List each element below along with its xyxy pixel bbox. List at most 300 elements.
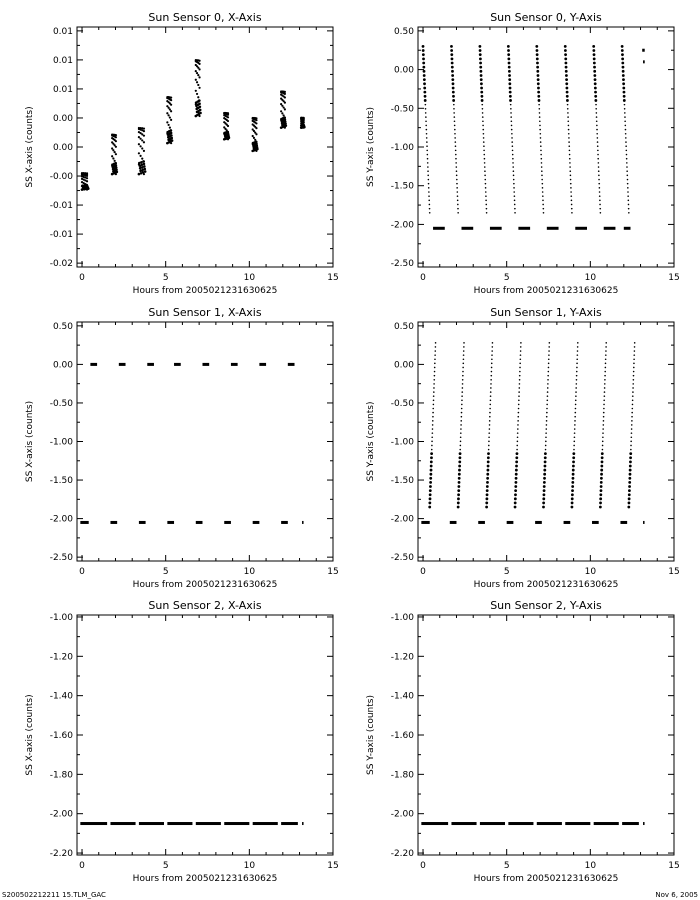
data-point [227,116,229,118]
data-point [596,129,598,131]
data-point [540,137,542,139]
data-point [568,125,570,127]
data-point [572,469,575,472]
data-point [143,163,146,166]
y-tick-label: -0.50 [49,398,73,409]
data-point [195,90,197,92]
data-point [514,502,517,505]
data-point [541,162,543,164]
data-point [429,473,432,476]
data-point [599,195,601,197]
data-segment [80,521,88,524]
data-point [430,469,433,472]
data-segment [592,521,599,524]
data-segment [80,822,107,825]
y-tick-label: -0.01 [49,201,73,212]
data-point [461,391,463,393]
data-point [515,469,518,472]
data-point [573,445,575,447]
data-point [486,485,489,488]
data-point [427,170,429,172]
data-point [484,179,486,181]
y-axis-label: SS X-axis (counts) [25,694,35,776]
data-point [539,120,541,122]
y-axis-label: SS Y-axis (counts) [366,695,376,775]
data-point [571,506,574,509]
data-point [434,375,436,377]
data-point [603,408,605,410]
data-point [423,74,426,77]
data-point [543,485,546,488]
data-series [421,822,644,825]
data-point [484,166,486,168]
data-point [114,160,116,162]
data-point [425,120,427,122]
data-point [513,183,515,185]
data-point [602,441,604,443]
data-point [433,391,435,393]
data-segment [604,227,616,230]
data-point [565,74,568,77]
data-point [514,208,516,210]
data-point [574,424,576,426]
data-point [630,445,632,447]
data-point [508,82,511,85]
data-point [426,133,428,135]
data-point [455,145,457,147]
y-tick-label: -2.00 [390,809,414,820]
data-point [486,477,489,480]
data-point [546,420,548,422]
data-series [81,59,306,191]
data-point [484,175,486,177]
chart-title: Sun Sensor 1, Y-Axis [490,306,602,319]
data-segment [575,227,587,230]
y-tick-label: -0.00 [49,172,73,183]
data-point [549,342,551,344]
data-point [462,387,464,389]
data-point [594,99,597,102]
data-point [628,489,631,492]
data-point [480,87,483,90]
chart-panel-5 [366,599,680,884]
data-point [604,383,606,385]
data-point [511,125,513,127]
data-point [508,66,511,69]
data-point [422,62,425,65]
data-point [507,49,510,52]
data-point [633,375,635,377]
data-point [540,141,542,143]
data-point [460,436,462,438]
data-point [571,208,573,210]
data-point [111,147,113,149]
data-point [603,399,605,401]
data-point [456,179,458,181]
data-point [571,489,574,492]
data-point [576,375,578,377]
data-segment [224,521,231,524]
data-point [166,121,168,123]
chart-panel-2 [25,306,339,590]
data-point [487,452,490,455]
data-point [515,473,518,476]
data-segment [281,822,298,825]
data-point [574,420,576,422]
data-point [479,53,482,56]
data-point [599,208,601,210]
y-tick-label: -1.60 [390,731,414,741]
data-segment [174,363,181,366]
data-point [536,66,539,69]
data-point [517,436,519,438]
data-point [450,45,453,48]
y-tick-label: 0.01 [52,84,73,95]
data-point [459,449,461,451]
y-tick-label: -1.50 [49,476,73,487]
data-point [629,469,632,472]
data-point [593,57,596,60]
data-point [595,108,597,110]
data-segment [535,521,542,524]
data-point [547,387,549,389]
data-segment [462,227,474,230]
data-point [166,112,168,114]
data-point [485,502,488,505]
data-point [622,74,625,77]
data-point [509,91,512,94]
data-point [598,175,600,177]
data-point [514,493,517,496]
data-point [511,137,513,139]
x-tick-label: 0 [79,861,85,871]
data-point [492,346,494,348]
data-point [573,441,575,443]
y-axis-label: SS Y-axis (counts) [366,401,376,482]
data-point [480,78,483,81]
data-point [632,404,634,406]
data-point [570,195,572,197]
data-point [513,179,515,181]
y-tick-label: -2.00 [49,809,73,820]
data-point [597,154,599,156]
data-point [537,91,540,94]
data-point [632,395,634,397]
data-point [484,170,486,172]
data-point [624,116,626,118]
data-point [575,408,577,410]
data-point [433,395,435,397]
data-point [454,116,456,118]
data-point [623,91,626,94]
data-point [460,445,462,447]
data-point [169,108,171,110]
data-point [624,112,626,114]
data-point [139,155,141,157]
footer-filename: S200502212211 15.TLM_GAC [2,891,106,899]
y-tick-label: -1.00 [49,437,73,448]
data-point [283,114,285,116]
data-point [462,383,464,385]
chart-title: Sun Sensor 0, Y-Axis [490,11,602,24]
data-segment [196,822,221,825]
data-segment [643,822,645,825]
data-point [536,70,539,73]
data-point [114,162,117,165]
data-point [593,74,596,77]
data-point [596,133,598,135]
data-point [569,166,571,168]
data-point [457,502,460,505]
data-point [567,120,569,122]
data-point [564,49,567,52]
data-point [599,204,601,206]
data-point [452,91,455,94]
data-point [459,456,462,459]
data-point [434,350,436,352]
data-point [430,465,433,468]
data-point [458,473,461,476]
data-segment [537,822,562,825]
plot-frame [77,615,333,855]
data-point [491,350,493,352]
data-point [457,195,459,197]
data-point [431,445,433,447]
data-point [514,489,517,492]
data-point [488,436,490,438]
data-point [422,57,425,60]
data-point [605,354,607,356]
data-point [627,191,629,193]
data-point [594,95,597,98]
data-point [569,158,571,160]
y-tick-label: 0.00 [52,143,73,153]
data-point [457,200,459,202]
data-point [540,150,542,152]
data-point [572,465,575,468]
data-point [576,379,578,381]
data-point [423,82,426,85]
data-point [512,154,514,156]
data-point [601,452,604,455]
data-point [456,166,458,168]
data-point [479,62,482,65]
data-point [141,158,143,160]
data-point [622,70,625,73]
data-point [568,145,570,147]
data-point [630,449,632,451]
data-point [571,212,573,214]
data-point [603,416,605,418]
data-point [457,208,459,210]
data-point [512,158,514,160]
data-point [605,346,607,348]
data-point [489,428,491,430]
data-point [513,187,515,189]
y-tick-label: -1.20 [49,652,73,663]
x-tick-label: 15 [327,861,339,871]
data-point [451,78,454,81]
data-point [575,412,577,414]
data-point [485,187,487,189]
data-point [565,70,568,73]
data-point [456,183,458,185]
data-point [628,481,631,484]
data-point [429,481,432,484]
data-segment [167,521,174,524]
data-point [508,70,511,73]
data-point [143,130,145,132]
data-point [480,82,483,85]
data-point [455,150,457,152]
data-point [604,375,606,377]
x-tick-label: 15 [668,273,680,283]
data-point [458,465,461,468]
data-point [507,57,510,60]
data-point [569,150,571,152]
data-point [570,183,572,185]
data-point [170,99,172,101]
data-point [548,354,550,356]
x-tick-label: 15 [327,273,339,283]
data-point [603,404,605,406]
data-point [429,208,431,210]
data-point [425,104,427,106]
data-point [423,87,426,90]
data-point [463,358,465,360]
data-segment [508,822,533,825]
y-tick-label: -1.00 [390,437,414,448]
data-point [461,395,463,397]
data-point [280,110,282,112]
data-point [600,469,603,472]
data-point [627,506,630,509]
data-point [626,170,628,172]
data-point [141,139,143,141]
data-point [457,506,460,509]
y-tick-label: -2.20 [390,849,414,860]
data-point [631,416,633,418]
data-segment [302,822,304,825]
x-axis-label: Hours from 2005021231630625 [132,580,278,590]
data-point [454,137,456,139]
data-point [626,166,628,168]
data-point [487,456,490,459]
data-point [603,412,605,414]
data-point [621,49,624,52]
data-point [458,481,461,484]
y-tick-label: -1.50 [390,476,414,487]
data-point [633,358,635,360]
data-point [86,180,88,182]
data-point [479,49,482,52]
data-point [424,95,427,98]
data-point [199,105,202,108]
data-point [463,342,465,344]
data-point [543,477,546,480]
data-point [537,87,540,90]
data-point [457,497,460,500]
data-point [548,350,550,352]
data-point [625,133,627,135]
x-axis-label: Hours from 2005021231630625 [132,286,278,296]
data-point [519,363,521,365]
data-point [542,200,544,202]
data-point [513,170,515,172]
data-segment [507,521,514,524]
data-point [480,91,483,94]
data-point [570,175,572,177]
data-point [630,441,632,443]
data-point [255,133,257,135]
data-point [517,432,519,434]
data-point [253,137,255,139]
data-point [628,493,631,496]
data-point [462,375,464,377]
data-point [634,346,636,348]
data-point [570,191,572,193]
data-segment [594,822,619,825]
data-point [602,428,604,430]
data-point [520,354,522,356]
y-tick-label: 0.50 [393,321,414,332]
data-point [631,420,633,422]
data-point [492,342,494,344]
data-point [432,412,434,414]
data-series [421,342,644,524]
y-tick-label: -2.00 [390,220,414,231]
data-point [434,367,436,369]
data-point [488,432,490,434]
data-point [198,87,200,89]
data-point [430,456,433,459]
data-point [489,424,491,426]
data-point [461,399,463,401]
data-point [85,184,88,187]
data-point [139,145,141,147]
data-point [604,371,606,373]
data-point [486,489,489,492]
data-point [485,200,487,202]
data-point [603,420,605,422]
data-point [479,66,482,69]
data-point [510,104,512,106]
data-point [632,408,634,410]
data-point [255,127,257,129]
data-point [576,363,578,365]
data-point [546,408,548,410]
data-point [514,195,516,197]
data-point [486,481,489,484]
data-point [544,456,547,459]
data-point [450,49,453,52]
data-point [196,81,198,83]
data-point [515,477,518,480]
data-point [517,428,519,430]
data-point [621,62,624,65]
data-point [596,116,598,118]
data-point [482,120,484,122]
y-tick-label: -1.80 [390,770,414,781]
data-point [428,502,431,505]
data-point [538,99,541,102]
data-point [483,141,485,143]
data-point [600,473,603,476]
data-point [198,76,200,78]
data-point [284,96,286,98]
x-tick-label: 0 [420,273,426,283]
data-point [596,112,598,114]
